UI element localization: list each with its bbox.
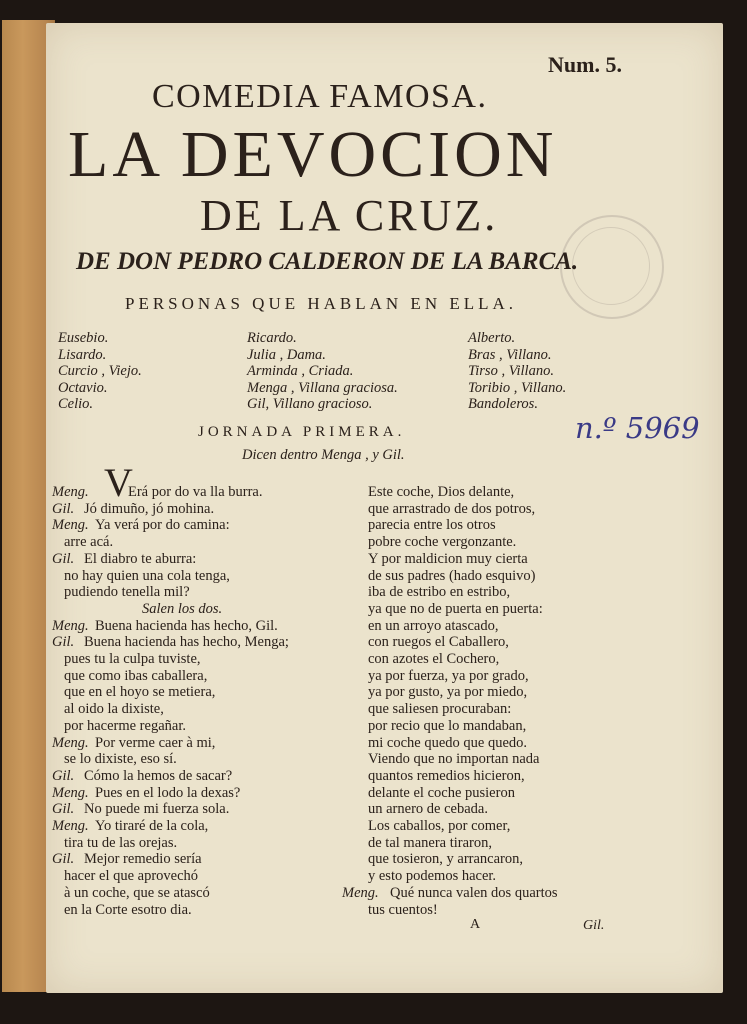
verse-line: tira tu de las orejas. [64, 834, 178, 851]
verse-line: que tosieron, y arrancaron, [368, 851, 524, 868]
verse-line: que arrastrado de dos potros, [368, 500, 536, 517]
verse-line: por recio que lo mandaban, [368, 717, 527, 734]
verse-line: ya por fuerza, ya por grado, [368, 667, 529, 684]
verse-line: arre acá. [64, 534, 114, 551]
stage-direction: Dicen dentro Menga , y Gil. [242, 447, 405, 463]
speaker-label: Gil. [52, 851, 75, 868]
title-line-3: DE LA CRUZ. [200, 191, 499, 240]
verse-line: pudiendo tenella mil? [64, 584, 190, 601]
verse-line: ya por gusto, ya por miedo, [368, 684, 528, 701]
verse-line: al oido la dixiste, [64, 701, 164, 718]
verse-line: que en el hoyo se metiera, [64, 684, 216, 701]
speaker-label: Meng. [52, 818, 89, 834]
speaker-label: Meng. [342, 884, 379, 901]
verse-line: Por verme caer à mi, [95, 734, 216, 751]
verse-line: no hay quien una cola tenga, [64, 567, 230, 584]
persona-col2-3: Menga , Villana graciosa. [247, 379, 398, 396]
verse-line: y esto podemos hacer. [368, 868, 497, 885]
persona-col1-1: Lisardo. [58, 346, 107, 363]
page-number: Num. 5. [548, 52, 622, 77]
verse-line: hacer el que aprovechó [64, 868, 199, 885]
act-heading: JORNADA PRIMERA. [198, 424, 406, 440]
persona-col2-0: Ricardo. [247, 330, 297, 346]
catchword: Gil. [583, 918, 605, 933]
speaker-label: Meng. [52, 484, 89, 500]
verse-line: ya que no de puerta en puerta: [368, 600, 543, 617]
verse-line: Buena hacienda has hecho, Gil. [95, 617, 278, 634]
title-line-2: LA DEVOCION [68, 118, 558, 191]
verse-line: tus cuentos! [368, 901, 438, 918]
verse-line: mi coche quedo que quedo. [368, 734, 528, 751]
verse-line: El diabro te aburra: [84, 550, 197, 567]
verse-line: Este coche, Dios delante, [368, 484, 515, 500]
verse-line: quantos remedios hicieron, [368, 767, 525, 784]
verse-line: Cómo la hemos de sacar? [84, 767, 233, 784]
verse-line: Jó dimuño, jó mohina. [84, 500, 215, 517]
verse-line: Erá por do va lla burra. [128, 484, 263, 500]
signature-mark: A [470, 917, 481, 932]
verse-line: Viendo que no importan nada [368, 751, 540, 768]
verse-line: No puede mi fuerza sola. [84, 801, 230, 818]
persona-col1-3: Octavio. [58, 379, 108, 396]
verse-line: Y por maldicion muy cierta [368, 550, 528, 567]
verse-line: Los caballos, por comer, [368, 818, 511, 834]
verse-line: de sus padres (hado esquivo) [368, 567, 536, 584]
verse-line: Pues en el lodo la dexas? [95, 784, 241, 801]
author-line: DE DON PEDRO CALDERON DE LA BARCA. [76, 248, 579, 275]
persona-col2-2: Arminda , Criada. [247, 363, 354, 379]
persona-col2-4: Gil, Villano gracioso. [247, 396, 373, 412]
verse-line: se lo dixiste, eso sí. [64, 751, 177, 768]
persona-col3-4: Bandoleros. [468, 396, 538, 412]
title-line-1: COMEDIA FAMOSA. [152, 78, 488, 115]
handwritten-note: n.º 5969 [575, 411, 700, 445]
persona-col2-1: Julia , Dama. [247, 346, 326, 363]
persona-col1-2: Curcio , Viejo. [58, 363, 142, 379]
verse-line: delante el coche pusieron [368, 784, 515, 801]
verse-line: pues tu la culpa tuviste, [64, 651, 201, 667]
speaker-label: Gil. [52, 767, 75, 784]
speaker-label: Meng. [52, 784, 89, 801]
verse-line: con azotes el Cochero, [368, 651, 500, 667]
verse-line: Qué nunca valen dos quartos [390, 884, 558, 901]
speaker-label: Gil. [52, 801, 75, 818]
verse-line: Yo tiraré de la cola, [95, 818, 209, 834]
verse-line: de tal manera tiraron, [368, 834, 492, 851]
verse-line: Mejor remedio sería [84, 851, 202, 868]
persona-col1-0: Eusebio. [58, 330, 109, 346]
persona-col1-4: Celio. [58, 396, 94, 412]
verse-line: parecia entre los otros [368, 517, 496, 534]
persona-col3-1: Bras , Villano. [468, 346, 552, 363]
verse-line: Buena hacienda has hecho, Menga; [84, 634, 289, 651]
personas-heading: PERSONAS QUE HABLAN EN ELLA. [125, 294, 518, 313]
speaker-label: Meng. [52, 517, 89, 534]
persona-col3-2: Tirso , Villano. [468, 363, 554, 379]
speaker-label: Gil. [52, 634, 75, 651]
verse-line: que saliesen procuraban: [368, 701, 512, 718]
speaker-label: Meng. [52, 734, 89, 751]
verse-line: pobre coche vergonzante. [368, 534, 517, 551]
verse-line: Ya verá por do camina: [95, 517, 230, 534]
verse-line: iba de estribo en estribo, [368, 584, 511, 601]
verse-line: en un arroyo atascado, [368, 617, 499, 634]
verse-line: en la Corte esotro dia. [64, 901, 192, 918]
speaker-label: Meng. [52, 617, 89, 634]
verse-line: con ruegos el Caballero, [368, 634, 509, 651]
verse-line: por hacerme regañar. [64, 717, 186, 734]
drop-cap: V [104, 460, 133, 505]
verse-line: que como ibas caballera, [64, 667, 208, 684]
persona-col3-3: Toribio , Villano. [468, 379, 567, 396]
speaker-label: Gil. [52, 550, 75, 567]
verse-line: à un coche, que se atascó [64, 884, 210, 901]
speaker-label: Gil. [52, 500, 75, 517]
persona-col3-0: Alberto. [468, 330, 516, 346]
verse-line: un arnero de cebada. [368, 801, 488, 818]
verse-line: Salen los dos. [142, 600, 223, 617]
